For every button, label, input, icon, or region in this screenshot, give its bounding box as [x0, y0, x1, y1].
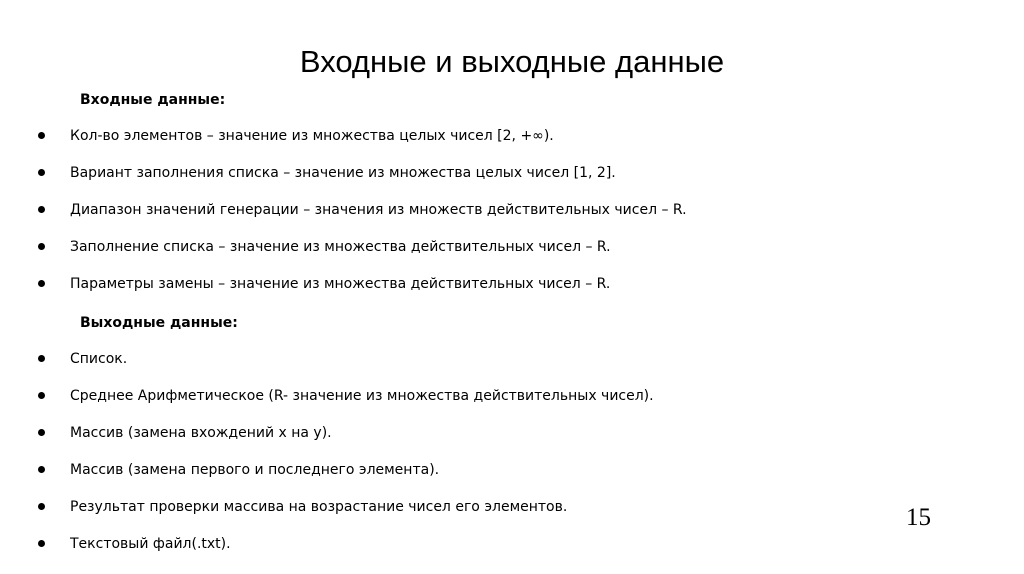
slide-title: Входные и выходные данные [299, 44, 725, 79]
output-section-heading: Выходные данные: [80, 315, 238, 331]
bullet-icon [38, 132, 45, 139]
bullet-icon [38, 503, 45, 510]
bullet-icon [38, 280, 45, 287]
bullet-icon [38, 243, 45, 250]
list-item-text: Заполнение списка – значение из множества действительных чисел – R. [70, 239, 611, 255]
list-item-text: Массив (замена первого и последнего элемента). [70, 462, 440, 478]
list-item-text: Вариант заполнения списка – значение из множества целых чисел [1, 2]. [70, 165, 616, 181]
bullet-icon [38, 392, 45, 399]
bullet-icon [38, 429, 45, 436]
bullet-icon [38, 466, 45, 473]
list-item-text: Среднее Арифметическое (R- значение из множества действительных чисел). [70, 388, 654, 404]
list-item-text: Диапазон значений генерации – значения из множеств действительных чисел – R. [70, 202, 687, 218]
bullet-icon [38, 540, 45, 547]
list-item-text: Текстовый файл(.txt). [70, 536, 231, 552]
list-item-text: Параметры замены – значение из множества действительных чисел – R. [70, 276, 611, 292]
bullet-icon [38, 206, 45, 213]
list-item-text: Кол-во элементов – значение из множества целых чисел [2, +∞). [70, 128, 554, 144]
list-item-text: Список. [70, 351, 128, 367]
list-item-text: Массив (замена вхождений x на y). [70, 425, 332, 441]
list-item-text: Результат проверки массива на возрастание чисел его элементов. [70, 499, 568, 515]
input-section-heading: Входные данные: [80, 92, 226, 108]
bullet-icon [38, 355, 45, 362]
bullet-icon [38, 169, 45, 176]
page-number: 15 [906, 504, 931, 531]
